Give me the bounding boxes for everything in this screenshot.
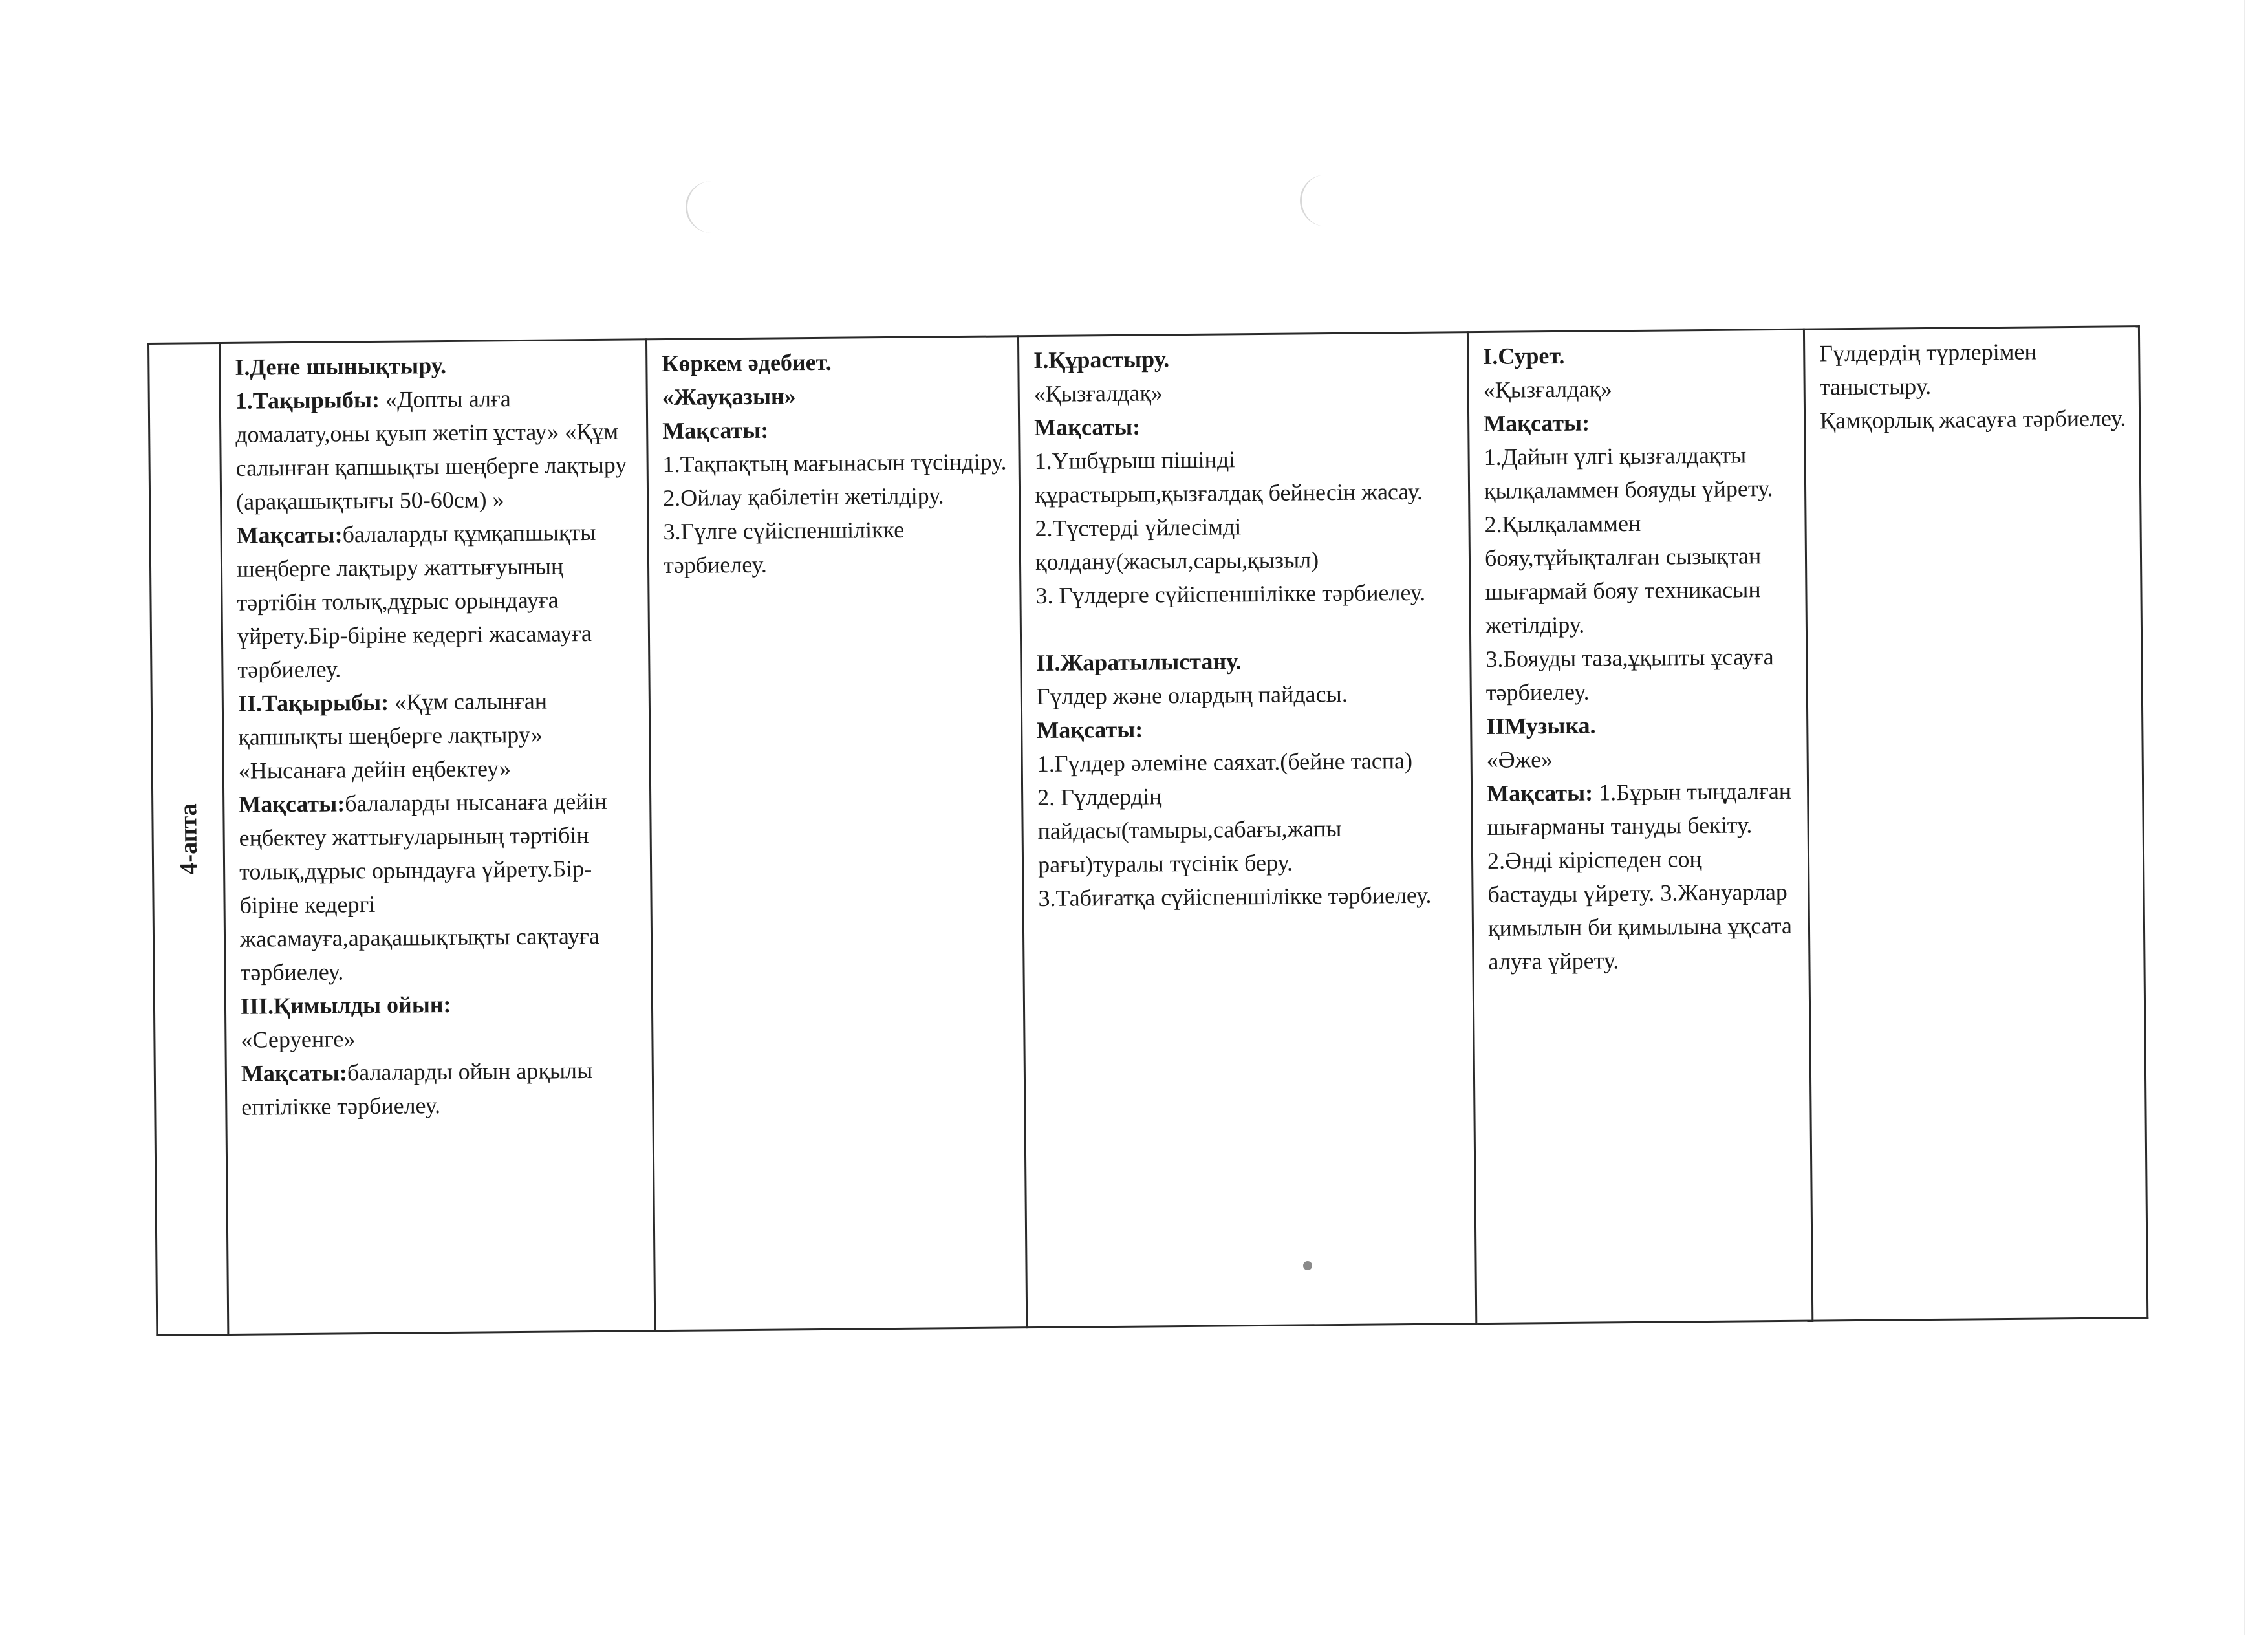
nature-title: Гүлдер және олардың пайдасы.	[1036, 680, 1348, 710]
construct-goal-heading: Мақсаты:	[1034, 413, 1141, 441]
scan-mark-right	[1300, 175, 1328, 226]
drawing-goal-1: 1.Дайын үлгі қызғалдақты қылқаламмен бояуды үйрету.	[1484, 442, 1773, 504]
construct-goal-2: 2.Түстерді үйлесімді қолдану(жасыл,сары,қызыл)	[1035, 514, 1319, 576]
pe-game-heading: ІІІ.Қимылды ойын:	[240, 991, 451, 1019]
physical-education-cell	[220, 340, 655, 1335]
pe-topic-2: ІІ.Тақырыбы: «Құм салынған қапшықты шеңберге лақтыру» «Нысанаға дейін еңбектеу»	[237, 688, 548, 784]
nature-goal-1: 1.Гүлдер әлеміне саяхат.(бейне таспа)	[1037, 747, 1413, 777]
nature-goal-2: 2. Гүлдердің пайдасы(тамыры,сабағы,жапы рағы)туралы түсінік беру.	[1037, 783, 1342, 878]
drawing-goal-3: 3.Бояуды таза,ұқыпты ұсауға тәрбиелеу.	[1485, 644, 1774, 706]
pe-topic-1: 1.Тақырыбы: «Допты алға домалату,оны қуып жетіп ұстау» «Құм салынған қапшықты шеңберге лақтыру (арақашықтығы 50-60см) »	[235, 385, 627, 515]
literature-cell	[646, 336, 1026, 1331]
nature-heading: ІІ.Жаратылыстану.	[1036, 648, 1242, 677]
pe-game-title: «Серуенге»	[241, 1026, 356, 1053]
drawing-goal-heading: Мақсаты:	[1483, 409, 1590, 437]
pe-heading: І.Дене шынықтыру.	[235, 352, 447, 380]
pe-goal-3: Мақсаты:балаларды ойын арқылы ептілікке тәрбиелеу.	[241, 1057, 593, 1120]
drawing-heading: І.Сурет.	[1483, 342, 1565, 369]
summary-line-1: Гүлдердің түрлерімен таныстыру.	[1819, 338, 2037, 400]
summary-cell	[1804, 327, 2147, 1321]
spacer	[1036, 609, 1459, 646]
construction-nature-cell	[1018, 332, 1476, 1328]
weekly-plan-table	[147, 325, 2148, 1336]
lit-goal-2: 2.Ойлау қабілетін жетілдіру.	[662, 482, 944, 512]
construct-goal-3: 3. Гүлдерге сүйіспеншілікке тәрбиелеу.	[1035, 579, 1426, 609]
music-goals: Мақсаты: 1.Бұрын тыңдалған шығарманы тануды бекіту. 2.Әнді кіріспеден соң бастауды үйрету. 3.Жануарлар қимылын би қимылына ұқсата алуға үйрету.	[1486, 777, 1793, 975]
construct-heading: І.Құрастыру.	[1033, 346, 1170, 374]
construct-goal-1: 1.Үшбұрыш пішінді құрастырып,қызғалдақ бейнесін жасау.	[1034, 446, 1423, 508]
pe-goal-1: Мақсаты:балаларды құмқапшықты шеңберге лақтыру жаттығуының тәртібін толық,дұрыс орындауға үйрету.Бір-біріне кедергі жасамауға тәрбиелеу.	[236, 519, 596, 683]
drawing-goal-2: 2.Қылқаламмен бояу,тұйықталған сызықтан шығармай бояу техникасын жетілдіру.	[1484, 510, 1762, 638]
plan-table-frame	[147, 325, 2146, 1336]
summary-line-2: Қамқорлық жасауға тәрбиелеу.	[1819, 405, 2126, 434]
table-row	[149, 327, 2148, 1336]
scan-mark-left	[686, 181, 713, 233]
lit-goal-3: 3.Гүлге сүйіспеншілікке тәрбиелеу.	[663, 516, 905, 579]
lit-goal-1: 1.Тақпақтың мағынасын түсіндіру.	[662, 448, 1007, 478]
scan-edge-shadow	[2244, 0, 2245, 1635]
lit-title: «Жауқазын»	[662, 383, 796, 411]
drawing-title: «Қызғалдақ»	[1483, 376, 1613, 403]
nature-goal-heading: Мақсаты:	[1037, 716, 1143, 744]
music-title: «Әже»	[1486, 746, 1553, 773]
lit-goal-heading: Мақсаты:	[662, 417, 769, 444]
nature-goal-3: 3.Табиғатқа сүйіспеншілікке тәрбиелеу.	[1038, 882, 1432, 912]
week-cell	[149, 343, 228, 1336]
music-heading: ІІМузыка.	[1486, 712, 1596, 739]
lit-heading: Көркем әдебиет.	[662, 349, 832, 377]
construct-title: «Қызғалдақ»	[1033, 380, 1163, 407]
pe-goal-2: Мақсаты:балаларды нысанаға дейін еңбектеу жаттығуларының тәртібін толық,дұрыс орындауға үйрету.Бір-біріне кедергі жасамауға,арақашықтықты сақтауға тәрбиелеу.	[239, 788, 607, 986]
drawing-music-cell	[1467, 329, 1812, 1323]
week-label: 4-апта	[174, 803, 202, 875]
